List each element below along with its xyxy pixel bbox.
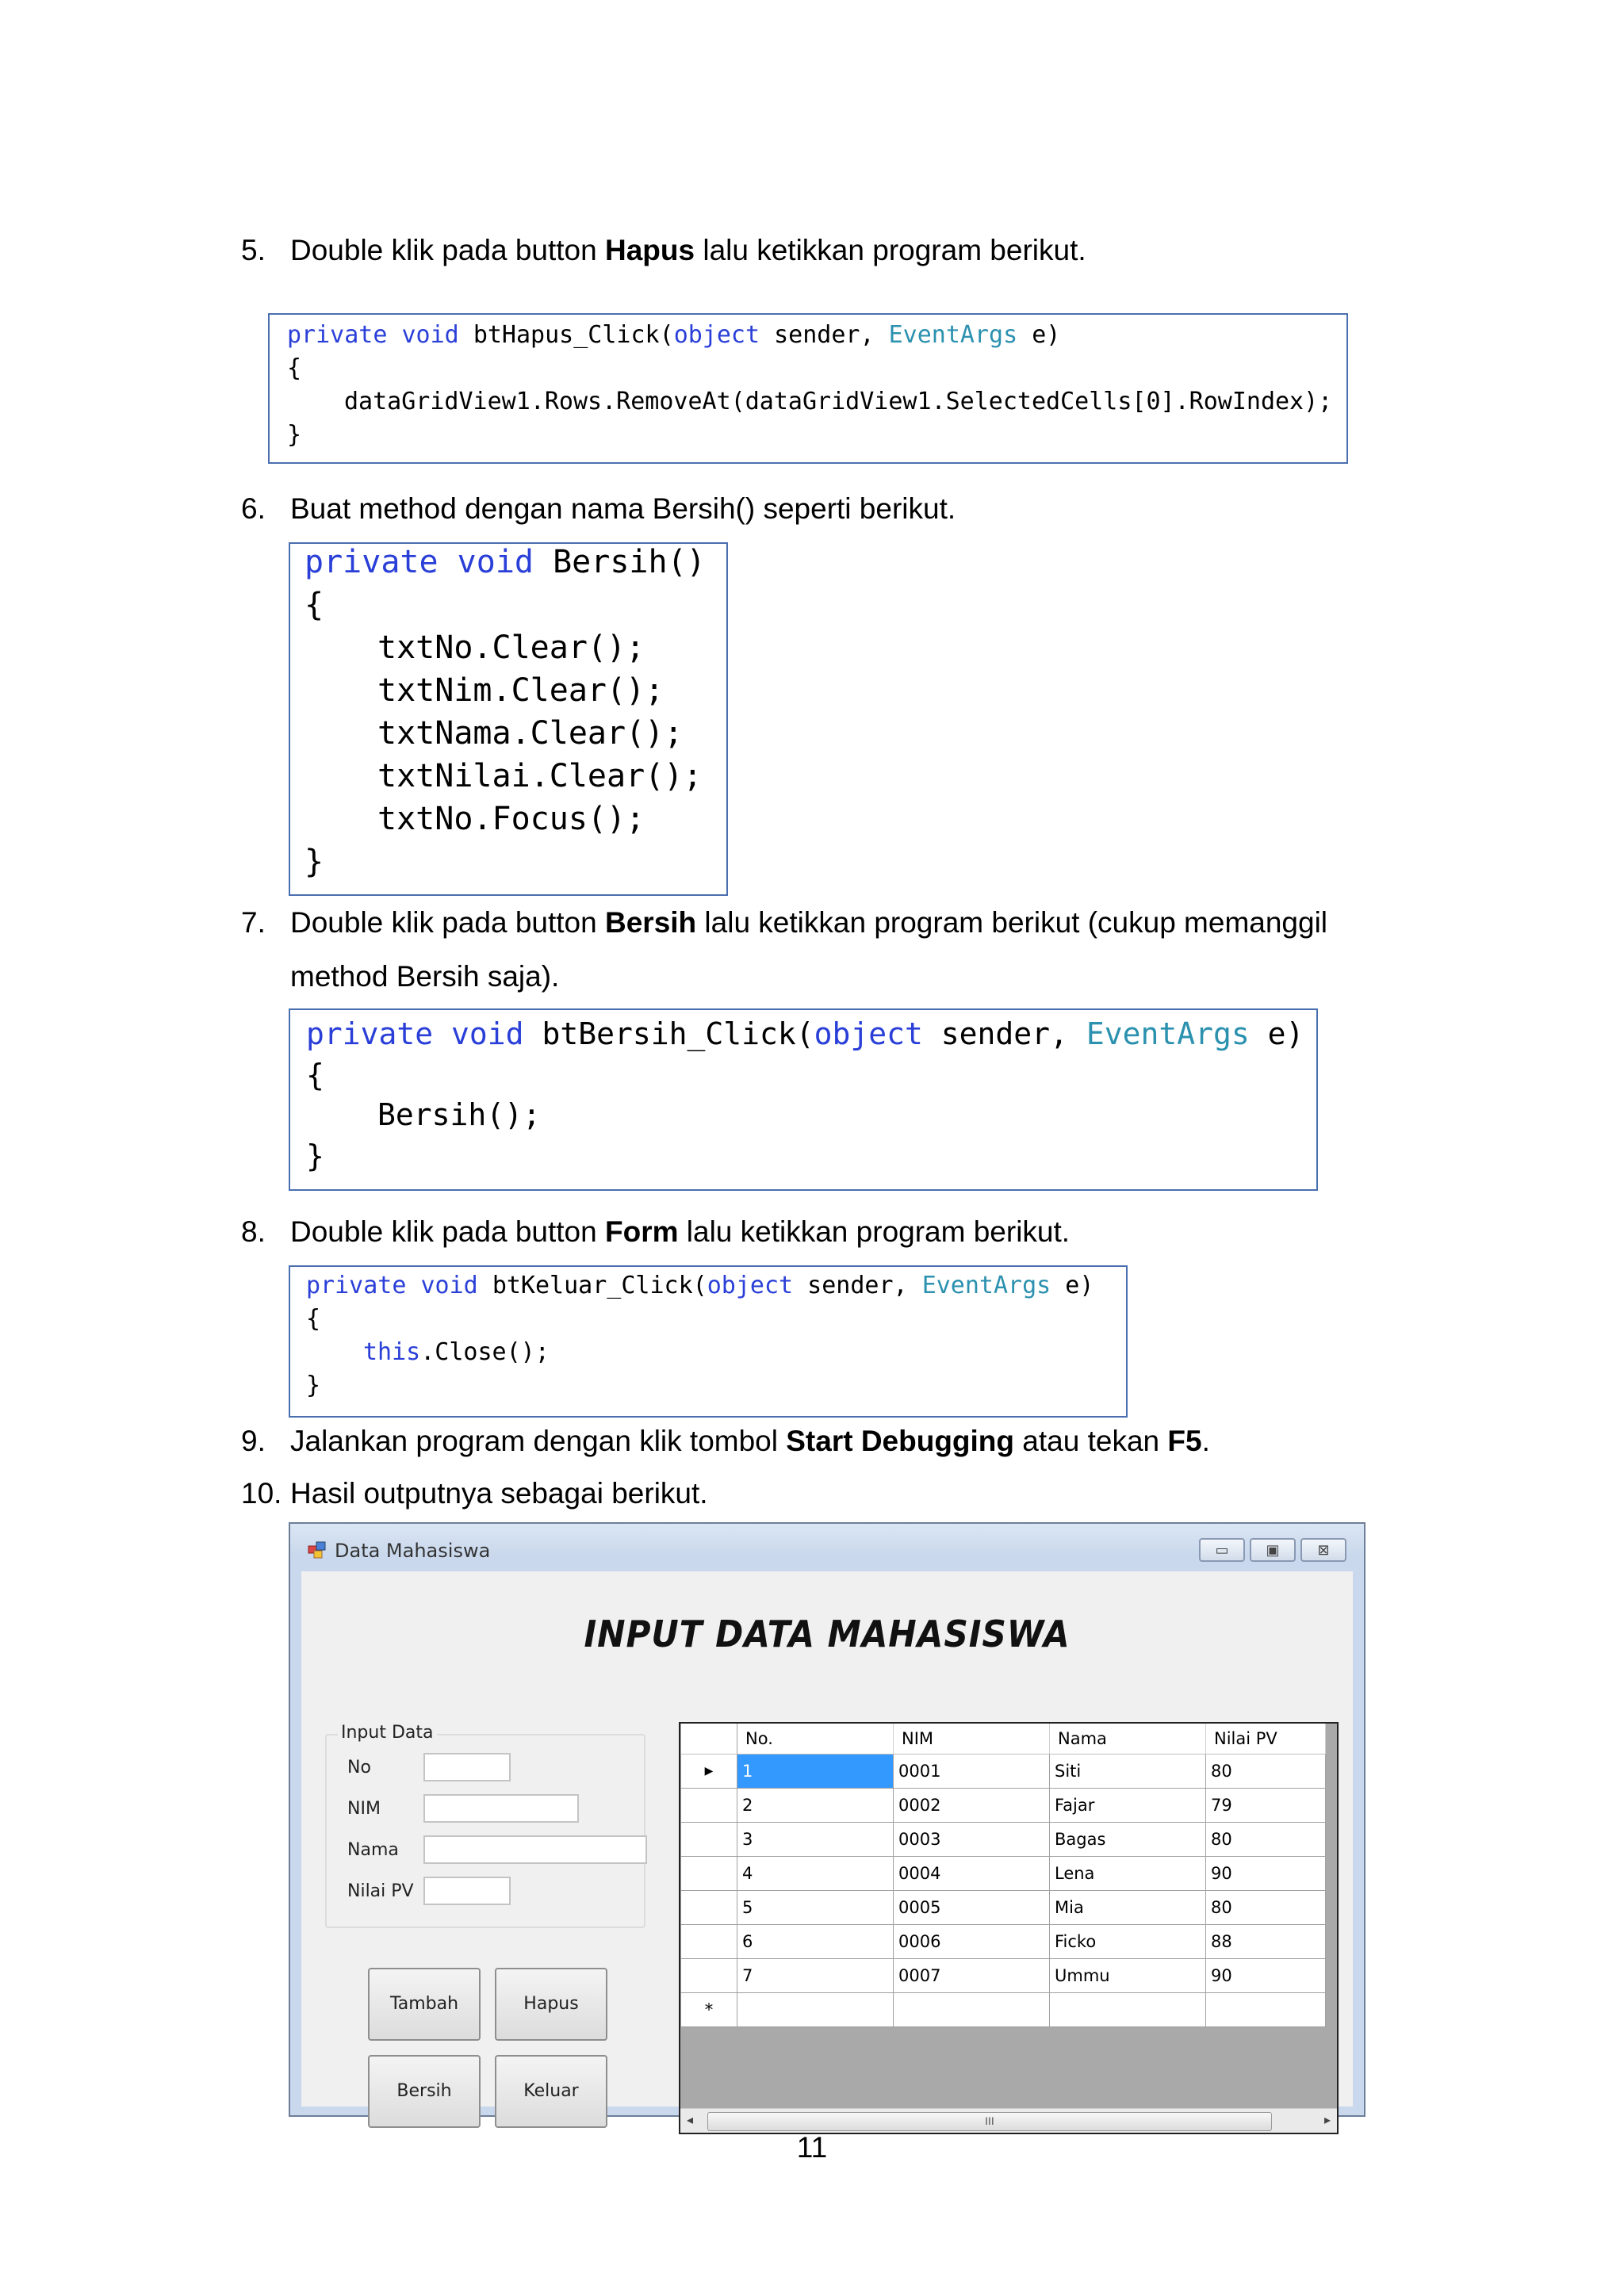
code-block-bersih-method: private void Bersih() { txtNo.Clear(); txtNim.Clear(); txtNama.Clear(); txtNilai.Clear(); txtNo.Focus(); }: [289, 542, 728, 896]
row-header[interactable]: [681, 1891, 737, 1925]
new-row-icon: *: [681, 1993, 737, 2027]
table-cell[interactable]: 0004: [894, 1857, 1050, 1891]
row-header-corner: [681, 1724, 737, 1755]
table-cell[interactable]: 88: [1206, 1925, 1326, 1959]
label-nim: NIM: [347, 1799, 381, 1819]
column-header[interactable]: Nilai PV: [1206, 1724, 1326, 1755]
form-heading: INPUT DATA MAHASISWA: [584, 1613, 1071, 1655]
table-cell[interactable]: 1: [737, 1755, 894, 1789]
step-text: Double klik pada button Form lalu ketikkan program berikut.: [290, 1215, 1071, 1248]
code-block-btkeluar: private void btKeluar_Click(object sender, EventArgs e) { this.Close(); }: [289, 1265, 1128, 1418]
table-cell[interactable]: Mia: [1050, 1891, 1206, 1925]
table-cell[interactable]: 80: [1206, 1755, 1326, 1789]
page-number: 11: [796, 2131, 828, 2164]
app-icon: [308, 1541, 327, 1559]
table-cell[interactable]: 0001: [894, 1755, 1050, 1789]
step-number: 8.: [241, 1215, 266, 1248]
minimize-button[interactable]: ▭: [1199, 1538, 1245, 1562]
table-cell[interactable]: 5: [737, 1891, 894, 1925]
nilai-input[interactable]: [423, 1877, 511, 1905]
table-cell[interactable]: 80: [1206, 1891, 1326, 1925]
input-data-group: [325, 1723, 645, 1928]
code-block-hapus: private void btHapus_Click(object sender, EventArgs e) { dataGridView1.Rows.RemoveAt(dataGridView1.SelectedCells[0].RowIndex); }: [268, 313, 1348, 464]
table-cell[interactable]: [1206, 1993, 1326, 2027]
nim-input[interactable]: [423, 1794, 579, 1823]
table-row[interactable]: [681, 1857, 1326, 1891]
scrollbar-thumb[interactable]: III: [707, 2112, 1272, 2131]
maximize-button[interactable]: ▣: [1250, 1538, 1296, 1562]
table-row[interactable]: [681, 1891, 1326, 1925]
table-cell[interactable]: Lena: [1050, 1857, 1206, 1891]
tambah-button[interactable]: Tambah: [368, 1968, 481, 2041]
table-cell[interactable]: 0002: [894, 1789, 1050, 1823]
table-cell[interactable]: 0003: [894, 1823, 1050, 1857]
data-grid[interactable]: [679, 1722, 1339, 2134]
code-block-btbersih: private void btBersih_Click(object sender, EventArgs e) { Bersih(); }: [289, 1008, 1318, 1191]
table-cell[interactable]: 6: [737, 1925, 894, 1959]
window-client-area: [301, 1571, 1353, 2127]
group-label: Input Data: [338, 1723, 437, 1743]
step-text-continued: method Bersih saja).: [290, 960, 560, 993]
column-header[interactable]: Nama: [1050, 1724, 1206, 1755]
table-cell[interactable]: Siti: [1050, 1755, 1206, 1789]
table-cell[interactable]: [737, 1993, 894, 2027]
step-text: Double klik pada button Hapus lalu ketikkan program berikut.: [290, 234, 1086, 266]
close-button[interactable]: ⊠: [1300, 1538, 1346, 1562]
table-cell[interactable]: 79: [1206, 1789, 1326, 1823]
table-cell[interactable]: 0006: [894, 1925, 1050, 1959]
nama-input[interactable]: [423, 1835, 647, 1864]
table-row[interactable]: [681, 1823, 1326, 1857]
scroll-right-icon[interactable]: ▸: [1323, 2114, 1331, 2127]
current-row-icon: ▶: [681, 1755, 737, 1789]
step-text: Double klik pada button Bersih lalu ketikkan program berikut (cukup memanggil: [290, 906, 1328, 939]
table-cell[interactable]: 90: [1206, 1857, 1326, 1891]
column-header[interactable]: NIM: [894, 1724, 1050, 1755]
table-cell[interactable]: Fajar: [1050, 1789, 1206, 1823]
row-header[interactable]: [681, 1789, 737, 1823]
table-cell[interactable]: Ficko: [1050, 1925, 1206, 1959]
table-cell[interactable]: [894, 1993, 1050, 2027]
step-number: 9.: [241, 1425, 266, 1457]
row-header[interactable]: [681, 1823, 737, 1857]
step-number: 6.: [241, 492, 266, 525]
keluar-button[interactable]: Keluar: [495, 2055, 607, 2128]
row-header[interactable]: [681, 1925, 737, 1959]
column-header[interactable]: No.: [737, 1724, 894, 1755]
table-row[interactable]: [681, 1925, 1326, 1959]
scroll-left-icon[interactable]: ◂: [687, 2114, 694, 2127]
horizontal-scrollbar[interactable]: [680, 2108, 1337, 2133]
table-cell[interactable]: Bagas: [1050, 1823, 1206, 1857]
hapus-button[interactable]: Hapus: [495, 1968, 607, 2041]
label-no: No: [347, 1758, 371, 1777]
table-cell[interactable]: 3: [737, 1823, 894, 1857]
table-cell[interactable]: 2: [737, 1789, 894, 1823]
table-row[interactable]: [681, 1755, 1326, 1789]
app-window: [289, 1522, 1365, 2127]
table-cell[interactable]: [1050, 1993, 1206, 2027]
table-cell[interactable]: 0007: [894, 1959, 1050, 1993]
grid-table: [680, 1724, 1326, 2027]
step-number: 5.: [241, 234, 266, 266]
table-cell[interactable]: Ummu: [1050, 1959, 1206, 1993]
table-cell[interactable]: 90: [1206, 1959, 1326, 1993]
row-header[interactable]: [681, 1959, 737, 1993]
table-cell[interactable]: 80: [1206, 1823, 1326, 1857]
step-text: Jalankan program dengan klik tombol Start Debugging atau tekan F5.: [290, 1425, 1210, 1457]
label-nama: Nama: [347, 1840, 399, 1860]
row-header[interactable]: [681, 1857, 737, 1891]
step-text: Hasil outputnya sebagai berikut.: [290, 1477, 708, 1510]
window-title: Data Mahasiswa: [335, 1540, 491, 1562]
table-row[interactable]: [681, 1959, 1326, 1993]
bersih-button[interactable]: Bersih: [368, 2055, 481, 2128]
step-number: 7.: [241, 906, 266, 939]
label-nilai: Nilai PV: [347, 1881, 414, 1901]
table-cell[interactable]: 0005: [894, 1891, 1050, 1925]
step-number: 10.: [241, 1477, 282, 1510]
no-input[interactable]: [423, 1753, 511, 1781]
step-text: Buat method dengan nama Bersih() seperti berikut.: [290, 492, 956, 525]
table-row[interactable]: [681, 1789, 1326, 1823]
table-cell[interactable]: 7: [737, 1959, 894, 1993]
table-cell[interactable]: 4: [737, 1857, 894, 1891]
new-row[interactable]: [681, 1993, 1326, 2027]
